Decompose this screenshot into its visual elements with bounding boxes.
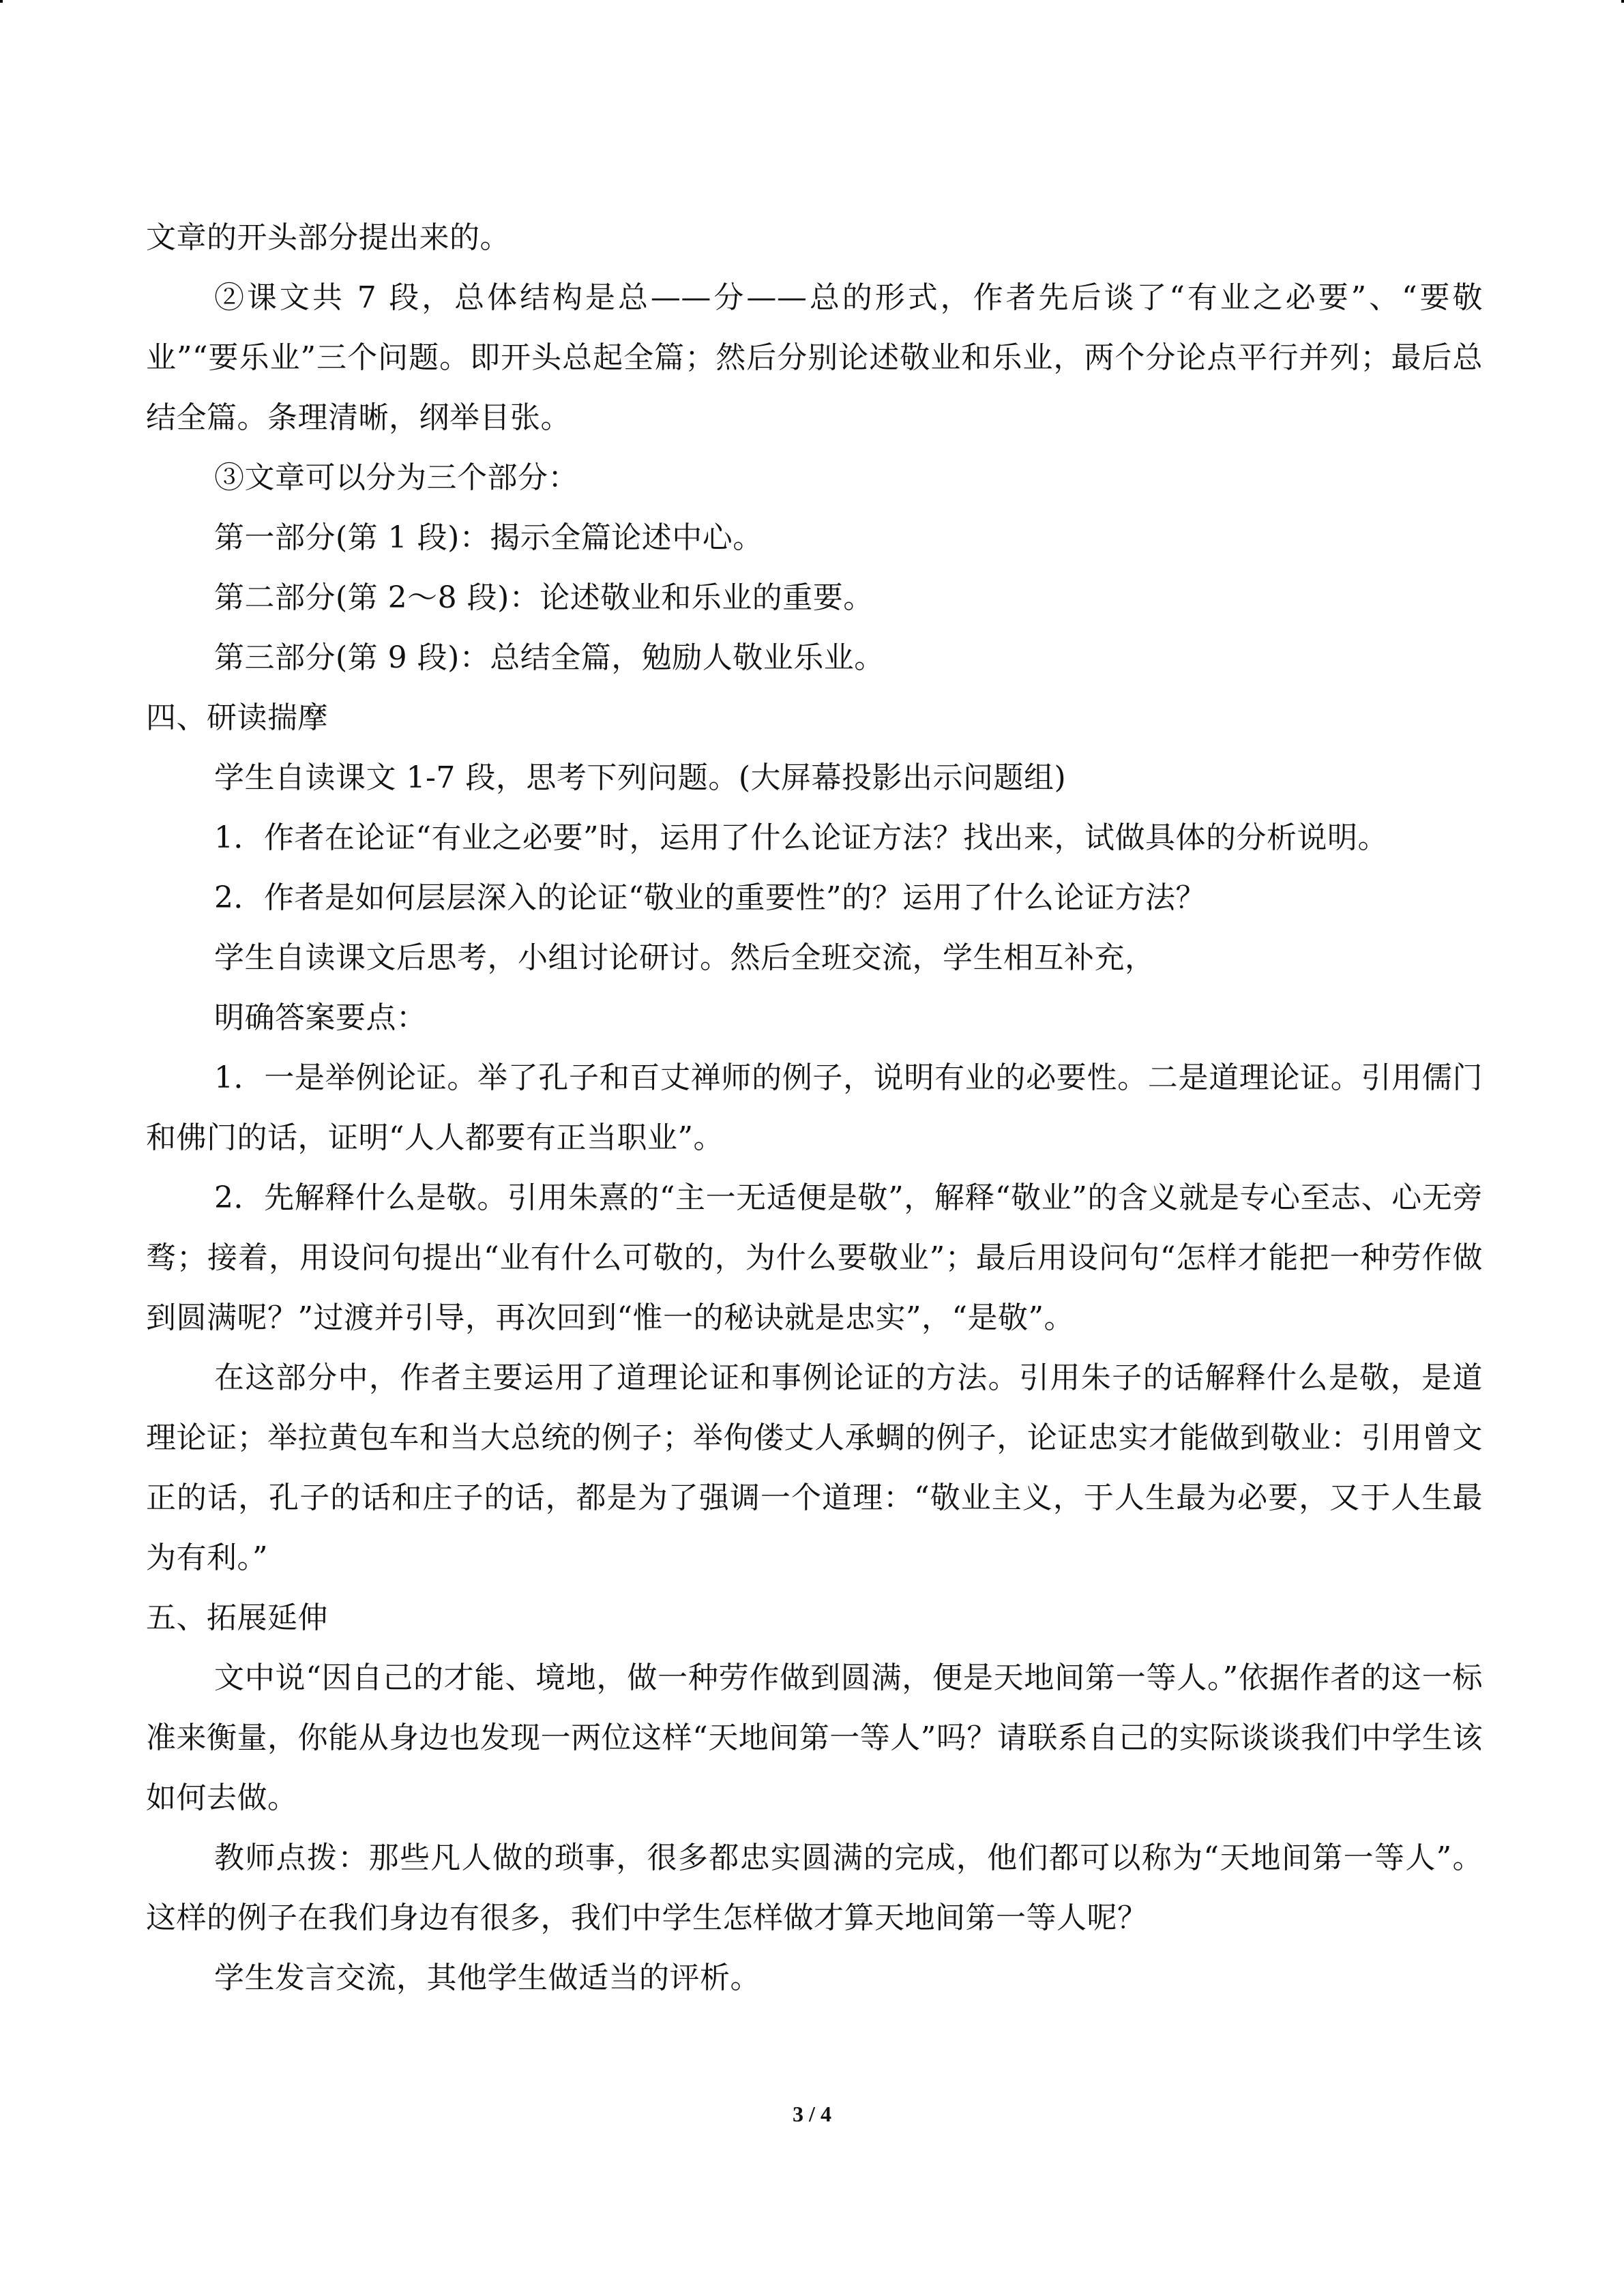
paragraph-three-parts-intro: ③文章可以分为三个部分： xyxy=(214,460,578,495)
paragraph-part-one: 第一部分(第 1 段)：揭示全篇论述中心。 xyxy=(214,520,763,555)
document-body xyxy=(146,208,1483,2008)
answer-two: 2．先解释什么是敬。引用朱熹的“主一无适便是敬”，解释“敬业”的含义就是专心至志、心无旁骛；接着，用设问句提出“业有什么可敬的，为什么要敬业”；最后用设问句“怎样才能把一种劳作做到圆满呢？”过渡并引导，再次回到“惟一的秘诀就是忠实”，“是敬”。 xyxy=(146,1180,1483,1335)
section-heading-extension: 五、拓展延伸 xyxy=(146,1600,328,1635)
paragraph-part-three: 第三部分(第 9 段)：总结全篇，勉励人敬业乐业。 xyxy=(214,640,885,675)
page-corner-mark-right xyxy=(1621,0,1624,3)
paragraph-structure-overview: ②课文共 7 段，总体结构是总——分——总的形式，作者先后谈了“有业之必要”、“要敬业”“要乐业”三个问题。即开头总起全篇；然后分别论述敬业和乐业，两个分论点平行并列；最后总结全篇。条理清晰，纲举目张。 xyxy=(146,280,1483,435)
paragraph-part-two: 第二部分(第 2～8 段)：论述敬业和乐业的重要。 xyxy=(214,580,874,615)
paragraph-teacher-guidance: 教师点拨：那些凡人做的琐事，很多都忠实圆满的完成，他们都可以称为“天地间第一等人”。这样的例子在我们身边有很多，我们中学生怎样做才算天地间第一等人呢？ xyxy=(146,1840,1483,1935)
paragraph-reading-task: 学生自读课文 1-7 段，思考下列问题。(大屏幕投影出示问题组) xyxy=(214,760,1067,795)
paragraph-argument-methods: 在这部分中，作者主要运用了道理论证和事例论证的方法。引用朱子的话解释什么是敬，是道理论证；举拉黄包车和当大总统的例子；举佝偻丈人承蜩的例子，论证忠实才能做到敬业：引用曾文正的话，孔子的话和庄子的话，都是为了强调一个道理：“敬业主义，于人生最为必要，又于人生最为有利。” xyxy=(146,1360,1483,1575)
paragraph-student-exchange: 学生发言交流，其他学生做适当的评析。 xyxy=(214,1960,761,1995)
paragraph-answer-points: 明确答案要点： xyxy=(214,1000,427,1035)
answer-one: 1．一是举例论证。举了孔子和百丈禅师的例子，说明有业的必要性。二是道理论证。引用儒门和佛门的话，证明“人人都要有正当职业”。 xyxy=(146,1060,1483,1155)
paragraph-extension-question: 文中说“因自己的才能、境地，做一种劳作做到圆满，便是天地间第一等人。”依据作者的这一标准来衡量，你能从身边也发现一两位这样“天地间第一等人”吗？请联系自己的实际谈谈我们中学生该如何去做。 xyxy=(146,1660,1483,1815)
question-two: 2．作者是如何层层深入的论证“敬业的重要性”的？运用了什么论证方法？ xyxy=(214,880,1206,915)
paragraph-continuation: 文章的开头部分提出来的。 xyxy=(146,220,510,255)
page-number: 3 / 4 xyxy=(793,2102,831,2126)
question-one: 1．作者在论证“有业之必要”时，运用了什么论证方法？找出来，试做具体的分析说明。 xyxy=(214,820,1388,855)
paragraph-discussion: 学生自读课文后思考，小组讨论研讨。然后全班交流，学生相互补充， xyxy=(214,940,1155,975)
section-heading-study: 四、研读揣摩 xyxy=(146,700,328,735)
page-corner-mark-left xyxy=(0,0,3,3)
